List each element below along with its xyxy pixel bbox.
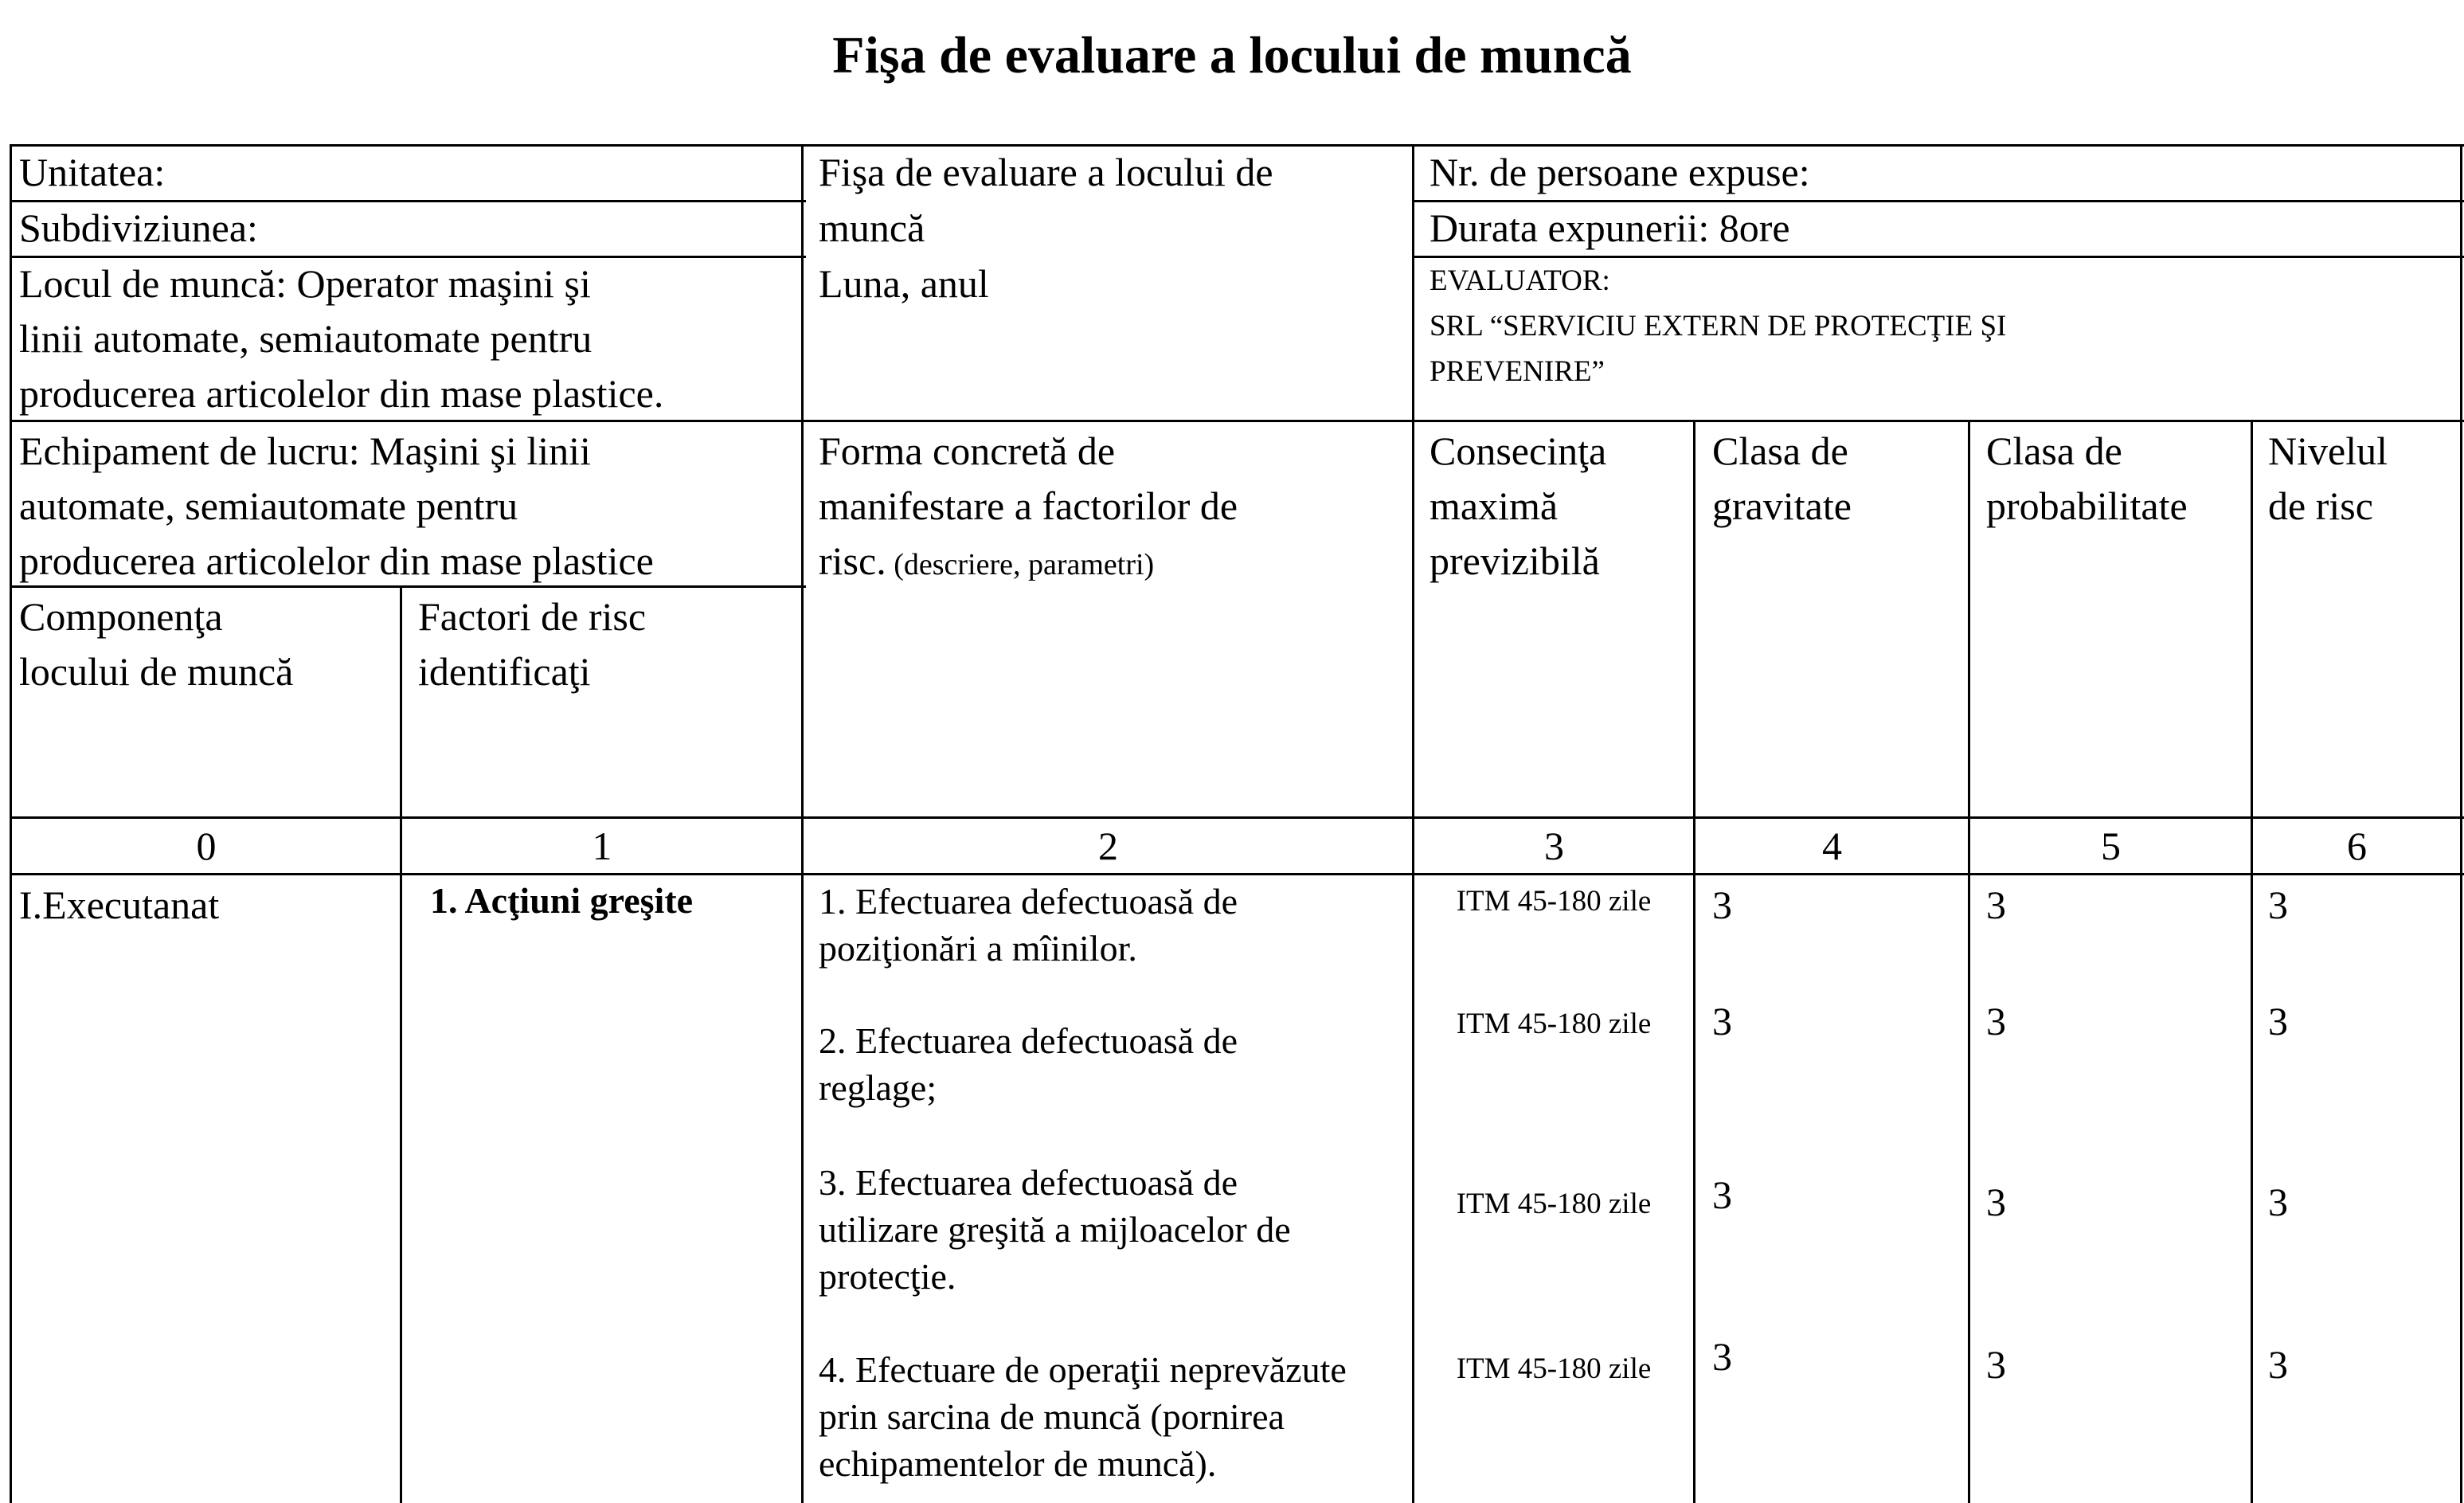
column-number: 1 bbox=[592, 824, 612, 868]
probability-cell: 3 bbox=[1986, 1180, 2006, 1224]
subdivision-label: Subdiviziunea: bbox=[19, 205, 258, 250]
risk-factor-cell: 1. Acţiuni greşite bbox=[430, 880, 694, 921]
risk-level-cell: 3 bbox=[2268, 1342, 2288, 1387]
severity-cell: 3 bbox=[1712, 1334, 1732, 1379]
consequence-cell: ITM 45-180 zile bbox=[1456, 1008, 1652, 1040]
consequence-cell: ITM 45-180 zile bbox=[1456, 885, 1652, 918]
severity-cell: 3 bbox=[1712, 999, 1732, 1043]
severity-cell: 3 bbox=[1712, 883, 1732, 927]
column-number: 6 bbox=[2347, 824, 2367, 868]
probability-cell: 3 bbox=[1986, 883, 2006, 927]
column-number: 2 bbox=[1098, 824, 1118, 868]
risk-level-cell: 3 bbox=[2268, 1180, 2288, 1224]
column-number: 5 bbox=[2101, 824, 2121, 868]
severity-cell: 3 bbox=[1712, 1172, 1732, 1217]
probability-cell: 3 bbox=[1986, 999, 2006, 1043]
probability-cell: 3 bbox=[1986, 1342, 2006, 1387]
column-number: 3 bbox=[1544, 824, 1564, 868]
exposed-persons-label: Nr. de persoane expuse: bbox=[1430, 150, 1810, 194]
component-cell: I.Executanat bbox=[19, 883, 220, 927]
unit-label: Unitatea: bbox=[19, 150, 166, 194]
risk-level-cell: 3 bbox=[2268, 999, 2288, 1043]
column-number: 0 bbox=[196, 824, 217, 868]
consequence-cell: ITM 45-180 zile bbox=[1456, 1188, 1652, 1220]
exposure-duration-label: Durata expunerii: 8ore bbox=[1430, 205, 1790, 250]
consequence-cell: ITM 45-180 zile bbox=[1456, 1352, 1652, 1385]
risk-level-cell: 3 bbox=[2268, 883, 2288, 927]
column-number: 4 bbox=[1822, 824, 1842, 868]
page-title: Fişa de evaluare a locului de muncă bbox=[832, 26, 1632, 84]
